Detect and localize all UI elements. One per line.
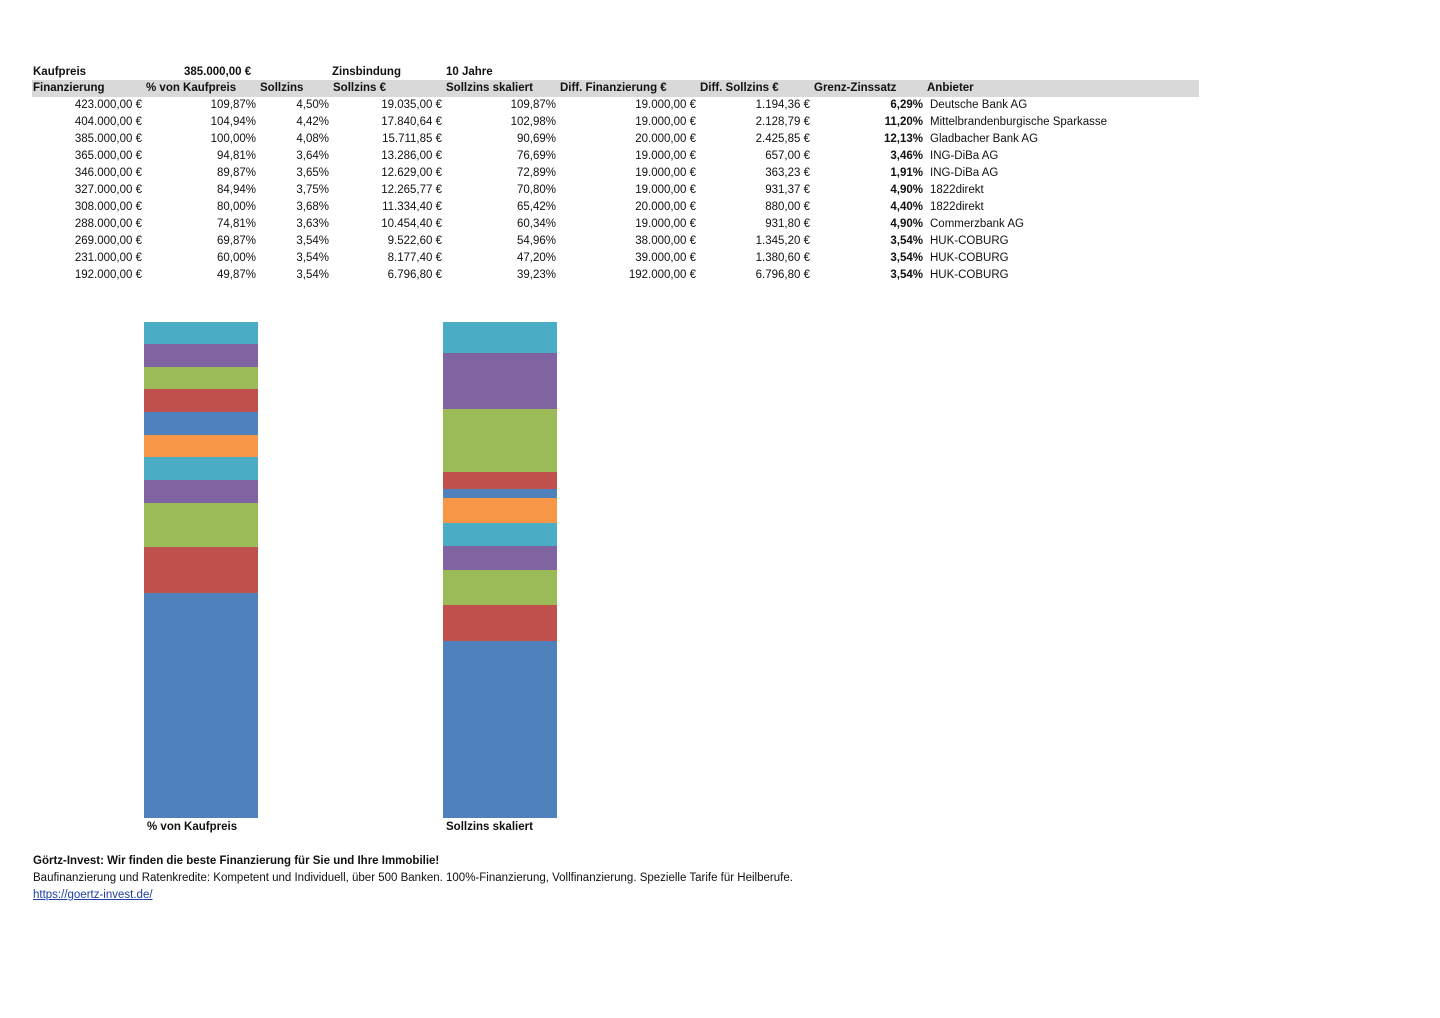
bar-segment <box>443 569 557 605</box>
chart-kaufpreis <box>144 322 258 818</box>
prozent-kaufpreis-cell: 80,00% <box>216 201 256 213</box>
finanzierung-cell: 385.000,00 € <box>74 133 142 145</box>
sollzins-cell: 3,63% <box>296 218 329 230</box>
finanzierung-cell: 404.000,00 € <box>74 116 142 128</box>
anbieter-cell: HUK-COBURG <box>930 235 1009 247</box>
prozent-kaufpreis-cell: 89,87% <box>216 167 256 179</box>
stacked-bar <box>443 322 557 818</box>
anbieter-cell: Gladbacher Bank AG <box>930 133 1039 145</box>
sollzins-cell: 3,54% <box>296 235 329 247</box>
grenz-zinssatz-cell: 4,40% <box>890 201 923 213</box>
grenz-zinssatz-cell: 4,90% <box>890 184 923 196</box>
bar-segment <box>144 502 258 547</box>
sollzins-cell: 3,65% <box>296 167 329 179</box>
footer <box>33 853 793 904</box>
sollzins-cell: 3,75% <box>296 184 329 196</box>
diff-finanzierung-cell: 192.000,00 € <box>628 269 696 281</box>
chart-sollzins <box>443 322 557 818</box>
header-row <box>33 64 1199 80</box>
sollzins-cell: 4,42% <box>296 116 329 128</box>
bar-segment <box>144 592 258 818</box>
anbieter-cell: Mittelbrandenburgische Sparkasse <box>930 116 1108 128</box>
sollzins-eur-cell: 9.522,60 € <box>387 235 442 247</box>
diff-finanzierung-cell: 19.000,00 € <box>635 218 696 230</box>
column-header: % von Kaufpreis <box>146 82 237 94</box>
bar-segment <box>144 547 258 593</box>
bar-segment <box>443 604 557 640</box>
table-row <box>32 250 1199 267</box>
sollzins-skaliert-cell: 70,80% <box>516 184 556 196</box>
prozent-kaufpreis-cell: 94,81% <box>216 150 256 162</box>
table-row <box>32 267 1199 284</box>
bar-segment <box>443 522 557 545</box>
diff-finanzierung-cell: 20.000,00 € <box>635 201 696 213</box>
footer-text: Baufinanzierung und Ratenkredite: Kompetent und Individuell, über 500 Banken. 100%-Finanzierung, Vollfinanzierung. Spezielle Tarife für Heilberufe. <box>33 872 793 884</box>
bar-segment <box>443 408 557 472</box>
sollzins-eur-cell: 11.334,40 € <box>382 201 442 213</box>
finanzierung-cell: 365.000,00 € <box>74 150 142 162</box>
grenz-zinssatz-cell: 11,20% <box>884 116 923 128</box>
bar-segment <box>443 498 557 523</box>
column-header: Grenz-Zinssatz <box>814 82 897 94</box>
prozent-kaufpreis-cell: 100,00% <box>210 133 256 145</box>
column-header: Sollzins skaliert <box>446 82 533 94</box>
bar-segment <box>443 353 557 409</box>
table-header-row <box>32 80 1199 97</box>
sollzins-skaliert-cell: 72,89% <box>516 167 556 179</box>
finanzierung-cell: 269.000,00 € <box>74 235 142 247</box>
anbieter-cell: HUK-COBURG <box>930 269 1009 281</box>
grenz-zinssatz-cell: 3,54% <box>890 252 923 264</box>
diff-finanzierung-cell: 20.000,00 € <box>635 133 696 145</box>
diff-sollzins-cell: 2.425,85 € <box>755 133 810 145</box>
sollzins-skaliert-cell: 54,96% <box>516 235 556 247</box>
zinsbindung-value: 10 Jahre <box>446 66 493 78</box>
sollzins-skaliert-cell: 109,87% <box>510 99 556 111</box>
chart-kaufpreis-label: % von Kaufpreis <box>147 821 238 833</box>
sollzins-eur-cell: 8.177,40 € <box>387 252 442 264</box>
diff-sollzins-cell: 1.380,60 € <box>755 252 810 264</box>
prozent-kaufpreis-cell: 74,81% <box>216 218 256 230</box>
anbieter-cell: 1822direkt <box>930 184 984 196</box>
sollzins-skaliert-cell: 90,69% <box>516 133 556 145</box>
diff-sollzins-cell: 880,00 € <box>765 201 810 213</box>
column-header: Sollzins € <box>333 82 387 94</box>
bar-segment <box>443 471 557 489</box>
sollzins-cell: 3,54% <box>296 269 329 281</box>
financing-table <box>32 80 1199 284</box>
sollzins-skaliert-cell: 76,69% <box>516 150 556 162</box>
finanzierung-cell: 346.000,00 € <box>74 167 142 179</box>
prozent-kaufpreis-cell: 84,94% <box>216 184 256 196</box>
sollzins-eur-cell: 15.711,85 € <box>382 133 442 145</box>
kaufpreis-value: 385.000,00 € <box>184 66 252 78</box>
bar-segment <box>443 488 557 498</box>
diff-sollzins-cell: 6.796,80 € <box>755 269 810 281</box>
finanzierung-cell: 327.000,00 € <box>74 184 142 196</box>
bar-segment <box>443 640 557 818</box>
chart-sollzins-label: Sollzins skaliert <box>446 821 533 833</box>
grenz-zinssatz-cell: 3,46% <box>890 150 923 162</box>
finanzierung-cell: 192.000,00 € <box>74 269 142 281</box>
footer-headline: Görtz-Invest: Wir finden die beste Finanzierung für Sie und Ihre Immobilie! <box>33 855 440 867</box>
diff-finanzierung-cell: 19.000,00 € <box>635 167 696 179</box>
sollzins-skaliert-cell: 60,34% <box>516 218 556 230</box>
sollzins-eur-cell: 6.796,80 € <box>387 269 442 281</box>
sollzins-cell: 3,54% <box>296 252 329 264</box>
table-row <box>32 233 1199 250</box>
prozent-kaufpreis-cell: 69,87% <box>216 235 256 247</box>
diff-finanzierung-cell: 19.000,00 € <box>635 150 696 162</box>
sollzins-eur-cell: 19.035,00 € <box>381 99 442 111</box>
table-row <box>32 182 1199 199</box>
table-row <box>32 148 1199 165</box>
diff-sollzins-cell: 2.128,79 € <box>755 116 810 128</box>
diff-sollzins-cell: 1.194,36 € <box>755 99 810 111</box>
anbieter-cell: HUK-COBURG <box>930 252 1009 264</box>
prozent-kaufpreis-cell: 60,00% <box>216 252 256 264</box>
anbieter-cell: ING-DiBa AG <box>930 150 999 162</box>
grenz-zinssatz-cell: 12,13% <box>883 133 923 145</box>
diff-finanzierung-cell: 38.000,00 € <box>635 235 696 247</box>
bar-segment <box>144 322 258 345</box>
website-link[interactable]: https://goertz-invest.de/ <box>33 889 153 901</box>
bar-segment <box>144 344 258 367</box>
zinsbindung-label: Zinsbindung <box>332 66 401 78</box>
grenz-zinssatz-cell: 3,54% <box>890 235 923 247</box>
diff-sollzins-cell: 931,80 € <box>765 218 810 230</box>
diff-finanzierung-cell: 19.000,00 € <box>635 116 696 128</box>
column-header: Anbieter <box>927 82 974 94</box>
finanzierung-cell: 288.000,00 € <box>74 218 142 230</box>
anbieter-cell: 1822direkt <box>930 201 984 213</box>
kaufpreis-label: Kaufpreis <box>33 66 87 78</box>
diff-sollzins-cell: 363,23 € <box>765 167 810 179</box>
prozent-kaufpreis-cell: 49,87% <box>216 269 256 281</box>
sollzins-eur-cell: 17.840,64 € <box>381 116 442 128</box>
anbieter-cell: Deutsche Bank AG <box>930 99 1028 111</box>
diff-finanzierung-cell: 39.000,00 € <box>635 252 696 264</box>
grenz-zinssatz-cell: 4,90% <box>890 218 923 230</box>
diff-sollzins-cell: 1.345,20 € <box>755 235 810 247</box>
bar-segment <box>144 412 258 435</box>
finanzierung-cell: 423.000,00 € <box>74 99 142 111</box>
sollzins-skaliert-cell: 65,42% <box>516 201 556 213</box>
table-row <box>32 165 1199 182</box>
column-header: Sollzins <box>260 82 304 94</box>
bar-segment <box>144 456 258 480</box>
table-row <box>32 97 1199 114</box>
sollzins-skaliert-cell: 47,20% <box>516 252 556 264</box>
anbieter-cell: ING-DiBa AG <box>930 167 999 179</box>
column-header: Diff. Sollzins € <box>700 82 779 94</box>
column-header: Diff. Finanzierung € <box>560 82 667 94</box>
diff-sollzins-cell: 931,37 € <box>765 184 810 196</box>
grenz-zinssatz-cell: 3,54% <box>890 269 923 281</box>
anbieter-cell: Commerzbank AG <box>930 218 1024 230</box>
finanzierung-cell: 231.000,00 € <box>74 252 142 264</box>
sollzins-cell: 3,64% <box>296 150 329 162</box>
table-row <box>32 199 1199 216</box>
sollzins-cell: 4,50% <box>296 99 329 111</box>
grenz-zinssatz-cell: 6,29% <box>890 99 923 111</box>
table-row <box>32 216 1199 233</box>
sollzins-eur-cell: 12.629,00 € <box>381 167 442 179</box>
sollzins-eur-cell: 10.454,40 € <box>381 218 442 230</box>
finanzierung-cell: 308.000,00 € <box>74 201 142 213</box>
sollzins-cell: 3,68% <box>296 201 329 213</box>
bar-segment <box>144 434 258 457</box>
diff-finanzierung-cell: 19.000,00 € <box>635 99 696 111</box>
bar-segment <box>144 480 258 503</box>
grenz-zinssatz-cell: 1,91% <box>890 167 923 179</box>
diff-sollzins-cell: 657,00 € <box>765 150 810 162</box>
sollzins-cell: 4,08% <box>296 133 329 145</box>
bar-segment <box>443 322 557 354</box>
prozent-kaufpreis-cell: 109,87% <box>210 99 256 111</box>
bar-segment <box>144 366 258 389</box>
sollzins-skaliert-cell: 102,98% <box>510 116 556 128</box>
bar-segment <box>144 388 258 412</box>
bar-segment <box>443 545 557 570</box>
table-row <box>32 131 1199 148</box>
prozent-kaufpreis-cell: 104,94% <box>210 116 256 128</box>
column-header: Finanzierung <box>33 82 105 94</box>
sollzins-eur-cell: 13.286,00 € <box>381 150 442 162</box>
stacked-bar <box>144 322 258 818</box>
table-row <box>32 114 1199 131</box>
sollzins-eur-cell: 12.265,77 € <box>381 184 442 196</box>
diff-finanzierung-cell: 19.000,00 € <box>635 184 696 196</box>
sollzins-skaliert-cell: 39,23% <box>516 269 556 281</box>
